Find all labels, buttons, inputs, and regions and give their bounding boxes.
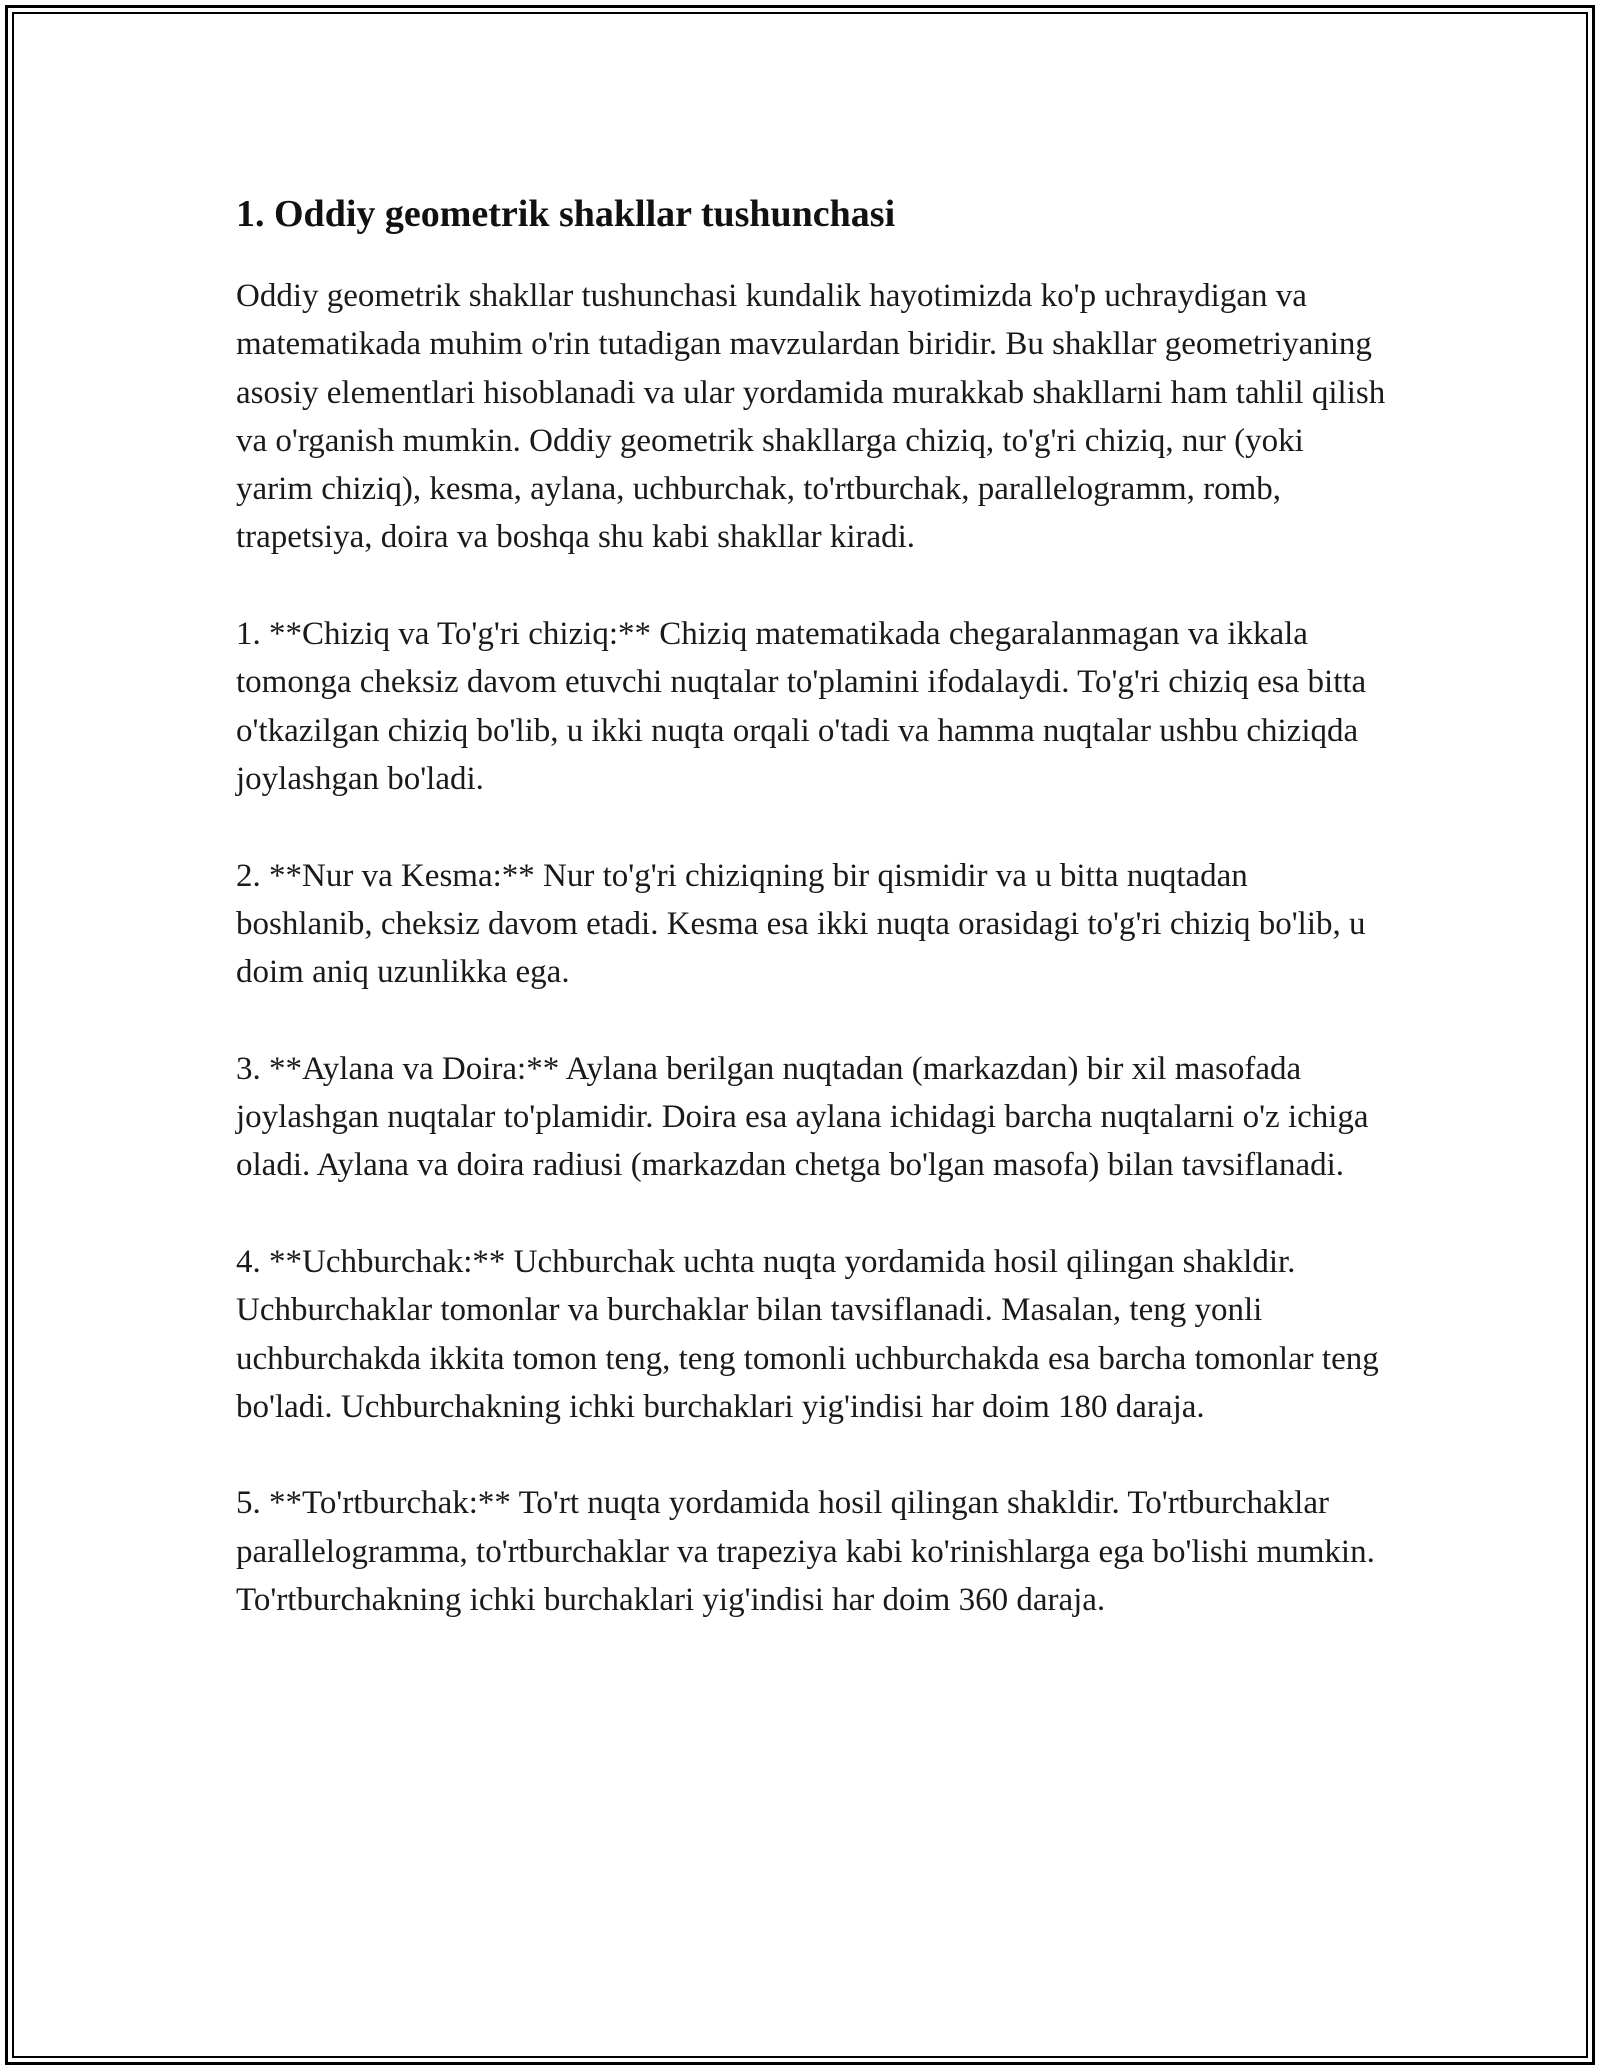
section-heading: 1. Oddiy geometrik shakllar tushunchasi xyxy=(236,193,896,235)
document-body xyxy=(236,186,1386,1673)
paragraph-circle-and-disk: 3. **Aylana va Doira:** Aylana berilgan nuqtadan (markazdan) bir xil masofada joylashgan nuqtalar to'plamidir. Doira esa aylana ichidagi barcha nuqtalarni o'z ichiga oladi. Aylana va doira radiusi (markazdan chetga bo'lgan masofa) bilan tavsiflanadi. xyxy=(236,1050,1369,1184)
intro-paragraph: Oddiy geometrik shakllar tushunchasi kundalik hayotimizda ko'p uchraydigan va matematikada muhim o'rin tutadigan mavzulardan biridir. Bu shakllar geometriyaning asosiy elementlari hisoblanadi va ular yordamida murakkab shakllarni ham tahlil qilish va o'rganish mumkin. Oddiy geometrik shakllarga chiziq, to'g'ri chiziq, nur (yoki yarim chiziq), kesma, aylana, uchburchak, to'rtburchak, parallelogramm, romb, trapetsiya, doira va boshqa shu kabi shakllar kiradi. xyxy=(236,278,1386,556)
paragraph-triangle: 4. **Uchburchak:** Uchburchak uchta nuqta yordamida hosil qilingan shakldir. Uchburchaklar tomonlar va burchaklar bilan tavsiflanadi. Masalan, teng yonli uchburchakda ikkita tomon teng, teng tomonli uchburchakda esa barcha tomonlar teng bo'ladi. Uchburchakning ichki burchaklari yig'indisi har doim 180 daraja. xyxy=(236,1243,1379,1425)
paragraph-line-and-straight-line: 1. **Chiziq va To'g'ri chiziq:** Chiziq matematikada chegaralanmagan va ikkala tomonga cheksiz davom etuvchi nuqtalar to'plamini ifodalaydi. To'g'ri chiziq esa bitta o'tkazilgan chiziq bo'lib, u ikki nuqta orqali o'tadi va hamma nuqtalar ushbu chiziqda joylashgan bo'ladi. xyxy=(236,616,1367,797)
paragraph-quadrilateral: 5. **To'rtburchak:** To'rt nuqta yordamida hosil qilingan shakldir. To'rtburchaklar parallelogramma, to'rtburchaklar va trapeziya kabi ko'rinishlarga ega bo'lishi mumkin. To'rtburchakning ichki burchaklari yig'indisi har doim 360 daraja. xyxy=(236,1485,1375,1619)
paragraph-ray-and-segment: 2. **Nur va Kesma:** Nur to'g'ri chiziqning bir qismidir va u bitta nuqtadan boshlanib, cheksiz davom etadi. Kesma esa ikki nuqta orasidagi to'g'ri chiziq bo'lib, u doim aniq uzunlikka ega. xyxy=(236,857,1366,991)
